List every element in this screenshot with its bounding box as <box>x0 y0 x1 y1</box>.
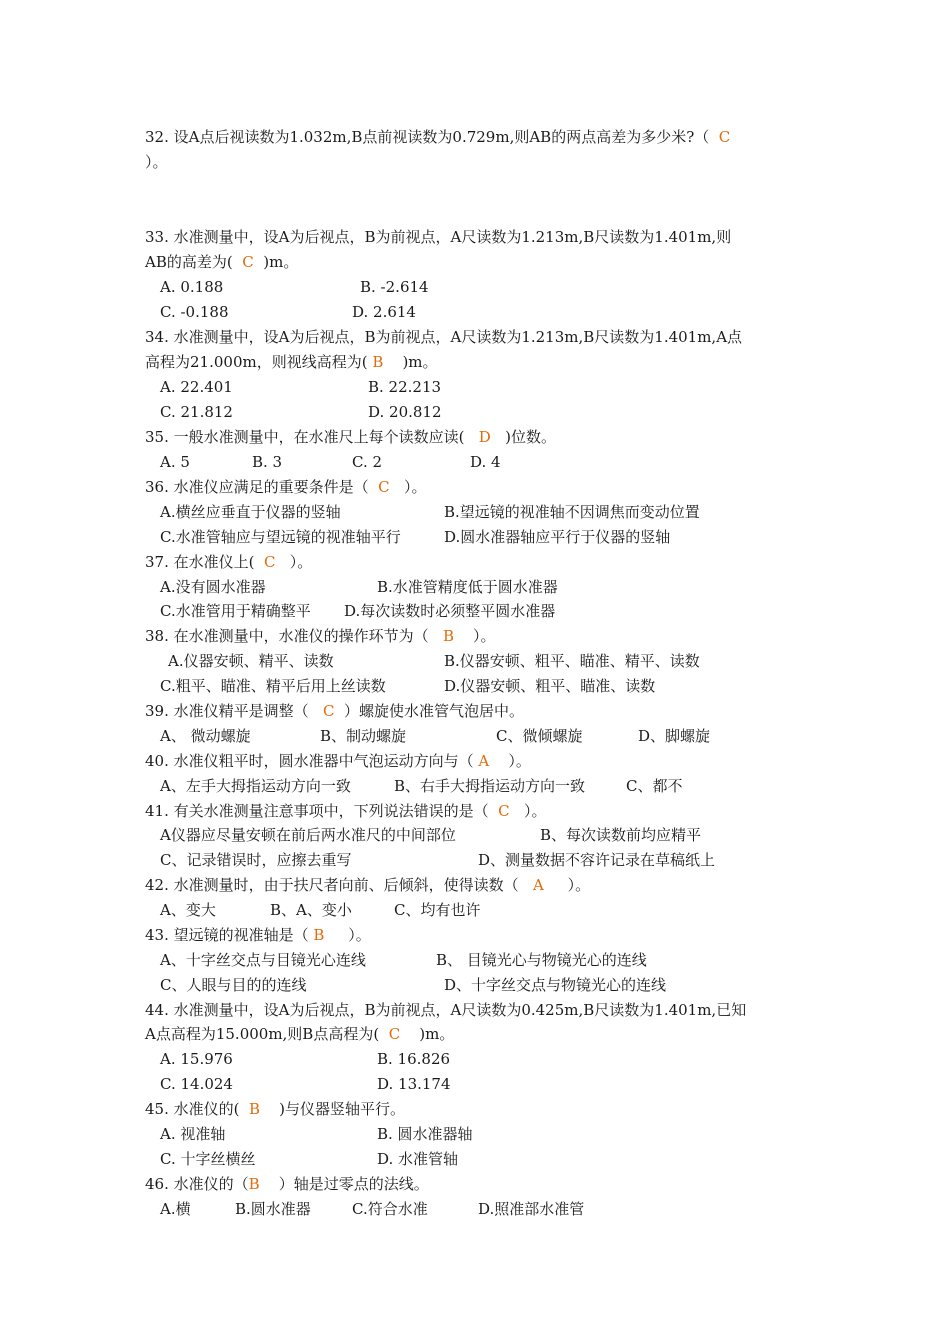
question-34: 34. 水准测量中，设A为后视点，B为前视点，A尺读数为1.213m,B尺读数为1.401m,A点 <box>145 328 743 346</box>
option-b: B、右手大拇指运动方向一致 <box>394 777 586 795</box>
question-43 <box>145 925 371 945</box>
option-b: B、制动螺旋 <box>320 727 407 745</box>
answer-mark: A <box>532 876 544 894</box>
question-44: 44. 水准测量中，设A为后视点，B为前视点，A尺读数为0.425m,B尺读数为1.401m,已知 <box>145 1001 747 1019</box>
option-c: C、均有也许 <box>394 901 481 919</box>
question-text: 高程为21.000m，则视线高程为( <box>145 353 373 371</box>
question-text: ）。 <box>509 802 547 820</box>
question-text: 32. 设A点后视读数为1.032m,B点前视读数为0.729m,则AB的两点高差为多少米?（ <box>145 128 719 146</box>
option-a: A. 0.188 <box>160 278 224 296</box>
question-text: )m。 <box>383 353 438 371</box>
question-34-cont <box>145 352 438 372</box>
option-a: A. 15.976 <box>160 1050 233 1068</box>
question-36 <box>145 477 426 497</box>
question-35 <box>145 427 556 447</box>
option-c: C、微倾螺旋 <box>496 727 583 745</box>
question-39 <box>145 701 524 721</box>
option-c: C.符合水准 <box>352 1200 428 1218</box>
question-text: ）螺旋使水准管气泡居中。 <box>334 702 524 720</box>
option-b: B.圆水准器 <box>235 1200 311 1218</box>
answer-mark: A <box>478 752 490 770</box>
question-text: )m。 <box>400 1025 455 1043</box>
answer-mark: C <box>388 1025 401 1043</box>
option-b: B、每次读数前均应精平 <box>540 826 702 844</box>
option-b: B. 3 <box>252 453 283 471</box>
option-d: D.每次读数时必须整平圆水准器 <box>344 602 556 620</box>
option-d: D. 2.614 <box>352 303 416 321</box>
question-text: 36. 水准仪应满足的重要条件是（ <box>145 478 379 496</box>
question-text: ）。 <box>389 478 427 496</box>
question-text: 42. 水准测量时，由于扶尺者向前、后倾斜，使得读数（ <box>145 876 533 894</box>
option-c: C.水准管轴应与望远镜的视准轴平行 <box>160 528 401 546</box>
option-a: A.仪器安顿、精平、读数 <box>168 652 334 670</box>
question-text: 37. 在水准仪上( <box>145 553 265 571</box>
answer-mark: C <box>322 702 335 720</box>
question-text: ）轴是过零点的法线。 <box>259 1175 429 1193</box>
option-a: A、左手大拇指运动方向一致 <box>160 777 351 795</box>
question-text: ）。 <box>453 627 496 645</box>
option-b: B. -2.614 <box>360 278 429 296</box>
option-b: B.水准管精度低于圆水准器 <box>377 578 558 596</box>
option-a: A.没有圆水准器 <box>160 578 266 596</box>
option-a: A. 5 <box>160 453 190 471</box>
answer-mark: C <box>498 802 510 820</box>
answer-mark: C <box>242 253 254 271</box>
question-45 <box>145 1099 405 1119</box>
answer-mark: D <box>478 428 491 446</box>
option-d: D.照准部水准管 <box>478 1200 585 1218</box>
question-text: 45. 水准仪的( <box>145 1100 250 1118</box>
option-d: D. 20.812 <box>368 403 442 421</box>
question-33: 33. 水准测量中，设A为后视点，B为前视点，A尺读数为1.213m,B尺读数为1.401m,则 <box>145 228 732 246</box>
answer-mark: C <box>378 478 390 496</box>
answer-mark: B <box>313 926 325 944</box>
question-40 <box>145 751 531 771</box>
option-d: D. 水准管轴 <box>377 1150 459 1168</box>
option-c: C. -0.188 <box>160 303 229 321</box>
option-d: D. 13.174 <box>377 1075 451 1093</box>
answer-mark: B <box>442 627 454 645</box>
option-b: B. 圆水准器轴 <box>377 1125 473 1143</box>
option-c: C.水准管用于精确整平 <box>160 602 311 620</box>
option-c: C、人眼与目的的连线 <box>160 976 307 994</box>
option-b: B.望远镜的视准轴不因调焦而变动位置 <box>444 503 700 521</box>
question-text: ）。 <box>489 752 531 770</box>
question-text: 38. 在水准测量中，水准仪的操作环节为（ <box>145 627 443 645</box>
question-38 <box>145 626 496 646</box>
option-b: B. 16.826 <box>377 1050 451 1068</box>
option-a: A.横 <box>160 1200 191 1218</box>
question-text: A点高程为15.000m,则B点高程为( <box>145 1025 389 1043</box>
option-a: A.横丝应垂直于仪器的竖轴 <box>160 503 341 521</box>
question-text: )位数。 <box>490 428 556 446</box>
option-d: D、脚螺旋 <box>638 727 711 745</box>
option-c: C、记录错误时，应擦去重写 <box>160 851 352 869</box>
option-d: D、测量数据不容许记录在草稿纸上 <box>478 851 716 869</box>
answer-mark: B <box>249 1100 261 1118</box>
option-c: C. 十字丝横丝 <box>160 1150 256 1168</box>
question-text: ）。 <box>543 876 591 894</box>
option-b: B.仪器安顿、粗平、瞄准、精平、读数 <box>444 652 700 670</box>
option-d: D.圆水准器轴应平行于仪器的竖轴 <box>444 528 671 546</box>
option-d: D.仪器安顿、粗平、瞄准、读数 <box>444 677 656 695</box>
question-text: AB的高差为( <box>145 253 243 271</box>
option-c: C. 14.024 <box>160 1075 233 1093</box>
option-a: A. 22.401 <box>160 378 233 396</box>
option-d: D. 4 <box>470 453 501 471</box>
option-c: C、都不 <box>626 777 683 795</box>
answer-mark: C <box>264 553 276 571</box>
question-text: ）。 <box>324 926 371 944</box>
question-text: 40. 水准仪粗平时，圆水准器中气泡运动方向与（ <box>145 752 479 770</box>
question-text: 41. 有关水准测量注意事项中，下列说法错误的是（ <box>145 802 499 820</box>
answer-mark: B <box>248 1175 260 1193</box>
question-text: 35. 一般水准测量中，在水准尺上每个读数应读( <box>145 428 479 446</box>
option-a: A、变大 <box>160 901 216 919</box>
question-37 <box>145 552 312 572</box>
question-text: ）。 <box>275 553 313 571</box>
option-a: A. 视准轴 <box>160 1125 226 1143</box>
question-33-cont <box>145 252 298 272</box>
question-42 <box>145 875 590 895</box>
question-44-cont <box>145 1024 454 1044</box>
option-a: A仪器应尽量安顿在前后两水准尺的中间部位 <box>160 826 456 844</box>
answer-mark: C <box>718 128 731 146</box>
question-32-cont: ）。 <box>145 153 168 171</box>
question-32 <box>145 127 730 147</box>
answer-mark: B <box>372 353 384 371</box>
question-46 <box>145 1174 429 1194</box>
question-text: 39. 水准仪精平是调整（ <box>145 702 323 720</box>
question-text: 46. 水准仪的（ <box>145 1175 249 1193</box>
option-a: A、 微动螺旋 <box>160 727 251 745</box>
option-c: C. 2 <box>352 453 383 471</box>
option-b: B、A、变小 <box>270 901 352 919</box>
option-b: B. 22.213 <box>368 378 442 396</box>
option-b: B、 目镜光心与物镜光心的连线 <box>436 951 647 969</box>
option-d: D、十字丝交点与物镜光心的连线 <box>444 976 667 994</box>
option-c: C.粗平、瞄准、精平后用上丝读数 <box>160 677 386 695</box>
question-text: )与仪器竖轴平行。 <box>260 1100 405 1118</box>
option-c: C. 21.812 <box>160 403 233 421</box>
question-text: )m。 <box>253 253 299 271</box>
question-text: 43. 望远镜的视准轴是（ <box>145 926 314 944</box>
option-a: A、十字丝交点与目镜光心连线 <box>160 951 366 969</box>
question-41 <box>145 801 546 821</box>
